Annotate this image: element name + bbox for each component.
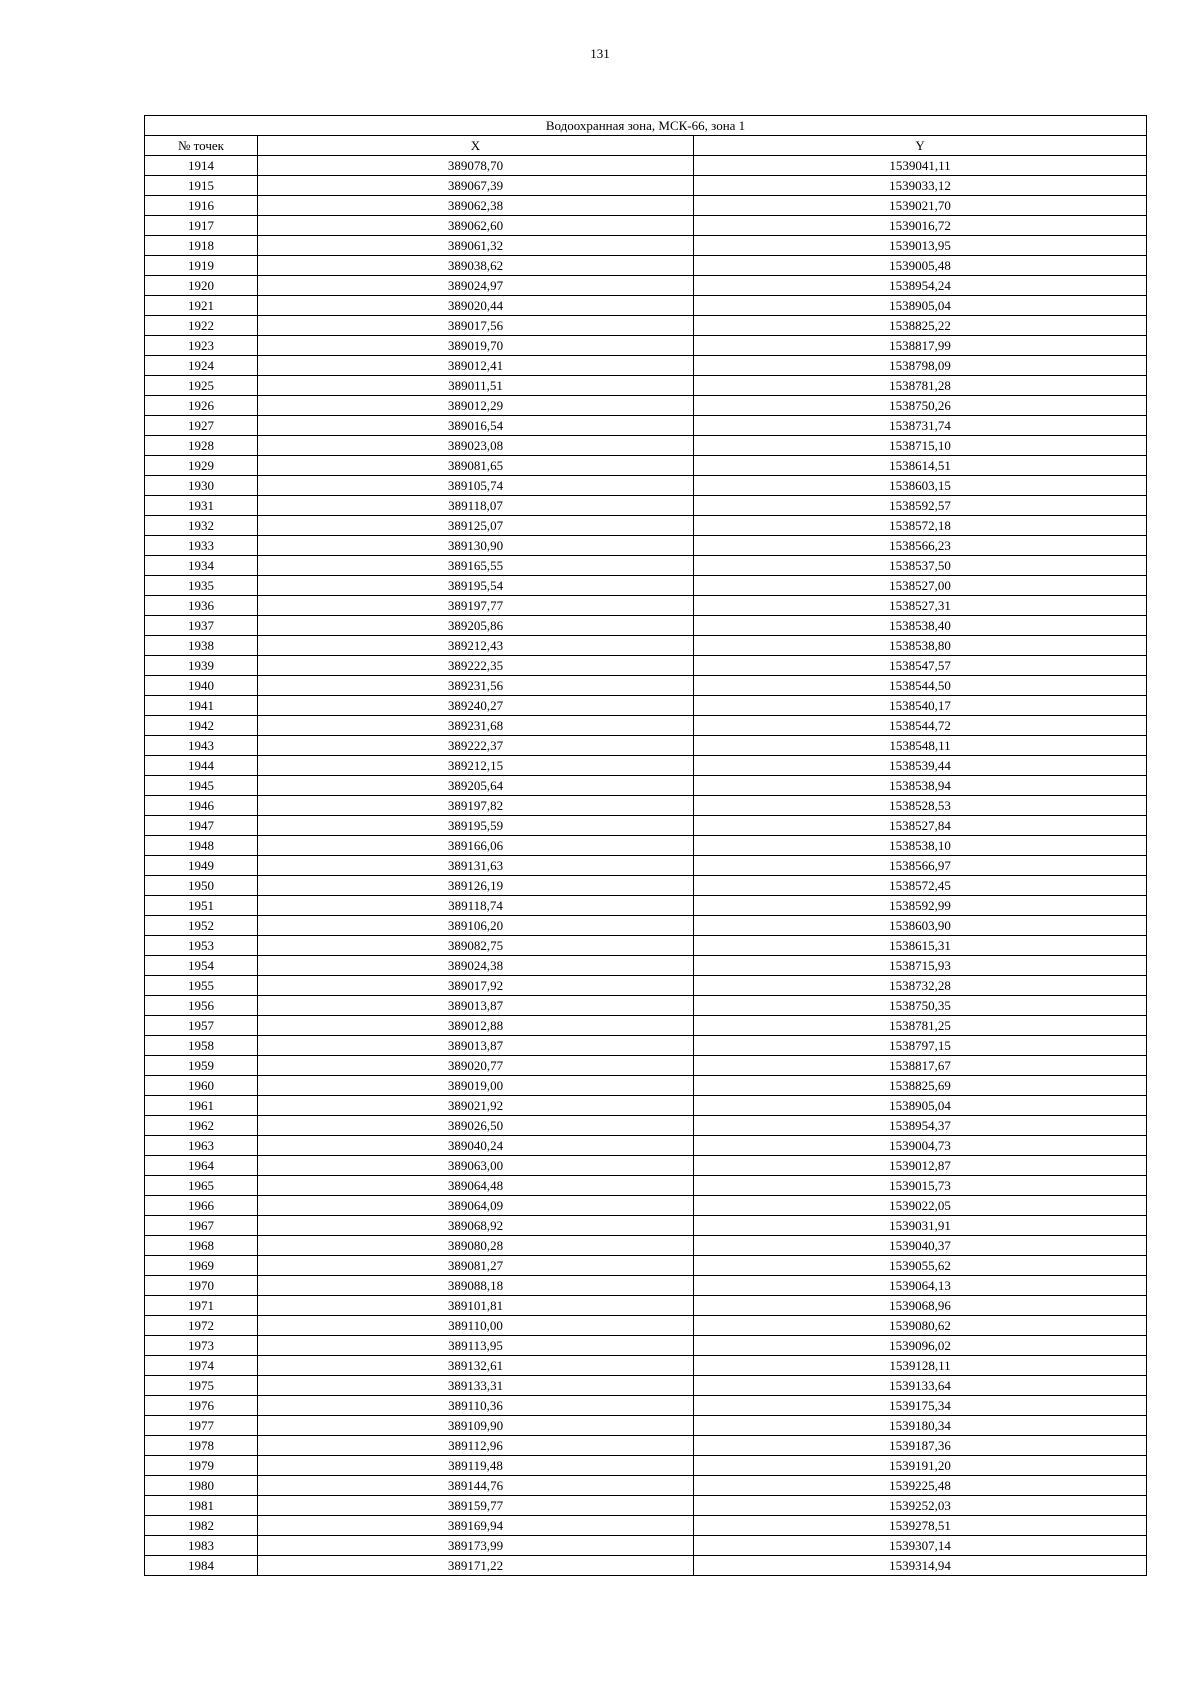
cell-y: 1538566,23 bbox=[694, 536, 1147, 556]
cell-point-number: 1978 bbox=[145, 1436, 258, 1456]
cell-x: 389082,75 bbox=[258, 936, 694, 956]
cell-y: 1539041,11 bbox=[694, 156, 1147, 176]
cell-x: 389106,20 bbox=[258, 916, 694, 936]
table-row bbox=[145, 736, 1147, 756]
table-row bbox=[145, 1236, 1147, 1256]
cell-x: 389020,77 bbox=[258, 1056, 694, 1076]
cell-y: 1538781,25 bbox=[694, 1016, 1147, 1036]
cell-point-number: 1915 bbox=[145, 176, 258, 196]
cell-x: 389101,81 bbox=[258, 1296, 694, 1316]
cell-x: 389062,60 bbox=[258, 216, 694, 236]
cell-point-number: 1982 bbox=[145, 1516, 258, 1536]
table-row bbox=[145, 856, 1147, 876]
cell-y: 1538540,17 bbox=[694, 696, 1147, 716]
cell-point-number: 1960 bbox=[145, 1076, 258, 1096]
cell-y: 1538954,24 bbox=[694, 276, 1147, 296]
cell-y: 1539016,72 bbox=[694, 216, 1147, 236]
cell-x: 389026,50 bbox=[258, 1116, 694, 1136]
cell-point-number: 1941 bbox=[145, 696, 258, 716]
cell-point-number: 1934 bbox=[145, 556, 258, 576]
header-y: Y bbox=[694, 136, 1147, 156]
cell-point-number: 1956 bbox=[145, 996, 258, 1016]
cell-y: 1539278,51 bbox=[694, 1516, 1147, 1536]
cell-x: 389171,22 bbox=[258, 1556, 694, 1576]
table-row bbox=[145, 896, 1147, 916]
cell-point-number: 1971 bbox=[145, 1296, 258, 1316]
table-body bbox=[145, 156, 1147, 1576]
table-row bbox=[145, 1516, 1147, 1536]
cell-point-number: 1954 bbox=[145, 956, 258, 976]
cell-x: 389068,92 bbox=[258, 1216, 694, 1236]
cell-x: 389078,70 bbox=[258, 156, 694, 176]
cell-x: 389024,38 bbox=[258, 956, 694, 976]
cell-y: 1539133,64 bbox=[694, 1376, 1147, 1396]
cell-point-number: 1955 bbox=[145, 976, 258, 996]
cell-x: 389011,51 bbox=[258, 376, 694, 396]
cell-x: 389144,76 bbox=[258, 1476, 694, 1496]
cell-y: 1538954,37 bbox=[694, 1116, 1147, 1136]
cell-y: 1539013,95 bbox=[694, 236, 1147, 256]
table-row bbox=[145, 876, 1147, 896]
cell-y: 1538750,35 bbox=[694, 996, 1147, 1016]
cell-x: 389080,28 bbox=[258, 1236, 694, 1256]
table-row bbox=[145, 1216, 1147, 1236]
cell-point-number: 1979 bbox=[145, 1456, 258, 1476]
cell-point-number: 1922 bbox=[145, 316, 258, 336]
cell-x: 389019,00 bbox=[258, 1076, 694, 1096]
cell-x: 389081,65 bbox=[258, 456, 694, 476]
cell-point-number: 1949 bbox=[145, 856, 258, 876]
table-title-row bbox=[145, 116, 1147, 136]
cell-point-number: 1929 bbox=[145, 456, 258, 476]
cell-point-number: 1969 bbox=[145, 1256, 258, 1276]
cell-point-number: 1962 bbox=[145, 1116, 258, 1136]
cell-point-number: 1937 bbox=[145, 616, 258, 636]
cell-y: 1538538,80 bbox=[694, 636, 1147, 656]
cell-point-number: 1936 bbox=[145, 596, 258, 616]
table-row bbox=[145, 1296, 1147, 1316]
cell-x: 389231,68 bbox=[258, 716, 694, 736]
cell-x: 389119,48 bbox=[258, 1456, 694, 1476]
cell-point-number: 1976 bbox=[145, 1396, 258, 1416]
table-row bbox=[145, 516, 1147, 536]
cell-y: 1539225,48 bbox=[694, 1476, 1147, 1496]
table-row bbox=[145, 1136, 1147, 1156]
cell-x: 389195,59 bbox=[258, 816, 694, 836]
cell-y: 1539096,02 bbox=[694, 1336, 1147, 1356]
table-row bbox=[145, 236, 1147, 256]
cell-point-number: 1924 bbox=[145, 356, 258, 376]
cell-y: 1538527,31 bbox=[694, 596, 1147, 616]
cell-point-number: 1963 bbox=[145, 1136, 258, 1156]
cell-point-number: 1952 bbox=[145, 916, 258, 936]
cell-point-number: 1970 bbox=[145, 1276, 258, 1296]
cell-point-number: 1945 bbox=[145, 776, 258, 796]
cell-x: 389012,88 bbox=[258, 1016, 694, 1036]
cell-point-number: 1940 bbox=[145, 676, 258, 696]
cell-y: 1538603,90 bbox=[694, 916, 1147, 936]
cell-point-number: 1944 bbox=[145, 756, 258, 776]
cell-point-number: 1921 bbox=[145, 296, 258, 316]
cell-x: 389130,90 bbox=[258, 536, 694, 556]
table-row bbox=[145, 176, 1147, 196]
cell-point-number: 1959 bbox=[145, 1056, 258, 1076]
cell-x: 389021,92 bbox=[258, 1096, 694, 1116]
cell-x: 389165,55 bbox=[258, 556, 694, 576]
table-row bbox=[145, 1476, 1147, 1496]
table-row bbox=[145, 1036, 1147, 1056]
cell-y: 1538750,26 bbox=[694, 396, 1147, 416]
table-row bbox=[145, 1076, 1147, 1096]
cell-point-number: 1933 bbox=[145, 536, 258, 556]
cell-point-number: 1938 bbox=[145, 636, 258, 656]
table-row bbox=[145, 1096, 1147, 1116]
table-row bbox=[145, 276, 1147, 296]
cell-x: 389197,82 bbox=[258, 796, 694, 816]
cell-x: 389038,62 bbox=[258, 256, 694, 276]
cell-x: 389112,96 bbox=[258, 1436, 694, 1456]
cell-y: 1538538,40 bbox=[694, 616, 1147, 636]
cell-y: 1538592,99 bbox=[694, 896, 1147, 916]
cell-point-number: 1950 bbox=[145, 876, 258, 896]
cell-x: 389195,54 bbox=[258, 576, 694, 596]
cell-point-number: 1981 bbox=[145, 1496, 258, 1516]
cell-y: 1538731,74 bbox=[694, 416, 1147, 436]
cell-x: 389064,48 bbox=[258, 1176, 694, 1196]
cell-point-number: 1932 bbox=[145, 516, 258, 536]
table-row bbox=[145, 1456, 1147, 1476]
table-title: Водоохранная зона, МСК-66, зона 1 bbox=[145, 116, 1147, 136]
table-row bbox=[145, 376, 1147, 396]
page-number: 131 bbox=[590, 46, 610, 61]
cell-y: 1539252,03 bbox=[694, 1496, 1147, 1516]
cell-x: 389062,38 bbox=[258, 196, 694, 216]
cell-point-number: 1983 bbox=[145, 1536, 258, 1556]
cell-y: 1538817,99 bbox=[694, 336, 1147, 356]
table-row bbox=[145, 1356, 1147, 1376]
cell-point-number: 1917 bbox=[145, 216, 258, 236]
table-row bbox=[145, 256, 1147, 276]
cell-y: 1538572,18 bbox=[694, 516, 1147, 536]
table-row bbox=[145, 776, 1147, 796]
cell-x: 389020,44 bbox=[258, 296, 694, 316]
cell-x: 389110,36 bbox=[258, 1396, 694, 1416]
cell-y: 1538528,53 bbox=[694, 796, 1147, 816]
cell-y: 1539080,62 bbox=[694, 1316, 1147, 1336]
table-row bbox=[145, 216, 1147, 236]
cell-x: 389222,35 bbox=[258, 656, 694, 676]
cell-x: 389040,24 bbox=[258, 1136, 694, 1156]
cell-point-number: 1948 bbox=[145, 836, 258, 856]
table-row bbox=[145, 296, 1147, 316]
cell-point-number: 1972 bbox=[145, 1316, 258, 1336]
cell-y: 1538798,09 bbox=[694, 356, 1147, 376]
cell-point-number: 1914 bbox=[145, 156, 258, 176]
cell-x: 389231,56 bbox=[258, 676, 694, 696]
cell-x: 389212,15 bbox=[258, 756, 694, 776]
cell-x: 389110,00 bbox=[258, 1316, 694, 1336]
header-point-number: № точек bbox=[145, 136, 258, 156]
table-row bbox=[145, 1276, 1147, 1296]
cell-y: 1538539,44 bbox=[694, 756, 1147, 776]
table-row bbox=[145, 1316, 1147, 1336]
cell-x: 389222,37 bbox=[258, 736, 694, 756]
cell-x: 389012,29 bbox=[258, 396, 694, 416]
cell-point-number: 1974 bbox=[145, 1356, 258, 1376]
table-row bbox=[145, 476, 1147, 496]
cell-point-number: 1920 bbox=[145, 276, 258, 296]
cell-x: 389197,77 bbox=[258, 596, 694, 616]
table-row bbox=[145, 196, 1147, 216]
cell-x: 389063,00 bbox=[258, 1156, 694, 1176]
cell-point-number: 1951 bbox=[145, 896, 258, 916]
cell-point-number: 1916 bbox=[145, 196, 258, 216]
cell-point-number: 1923 bbox=[145, 336, 258, 356]
table-row bbox=[145, 1376, 1147, 1396]
table-row bbox=[145, 1416, 1147, 1436]
cell-point-number: 1942 bbox=[145, 716, 258, 736]
table-row bbox=[145, 156, 1147, 176]
table-row bbox=[145, 1536, 1147, 1556]
cell-point-number: 1968 bbox=[145, 1236, 258, 1256]
cell-point-number: 1919 bbox=[145, 256, 258, 276]
table-row bbox=[145, 556, 1147, 576]
cell-x: 389016,54 bbox=[258, 416, 694, 436]
cell-x: 389024,97 bbox=[258, 276, 694, 296]
cell-x: 389166,06 bbox=[258, 836, 694, 856]
table-row bbox=[145, 536, 1147, 556]
cell-point-number: 1967 bbox=[145, 1216, 258, 1236]
table-row bbox=[145, 696, 1147, 716]
table-row bbox=[145, 1116, 1147, 1136]
cell-point-number: 1943 bbox=[145, 736, 258, 756]
table-row bbox=[145, 1196, 1147, 1216]
cell-y: 1538781,28 bbox=[694, 376, 1147, 396]
cell-y: 1538547,57 bbox=[694, 656, 1147, 676]
cell-point-number: 1935 bbox=[145, 576, 258, 596]
table-row bbox=[145, 976, 1147, 996]
cell-y: 1538537,50 bbox=[694, 556, 1147, 576]
table-row bbox=[145, 636, 1147, 656]
cell-y: 1539031,91 bbox=[694, 1216, 1147, 1236]
cell-y: 1538905,04 bbox=[694, 1096, 1147, 1116]
table-row bbox=[145, 1556, 1147, 1576]
cell-y: 1538572,45 bbox=[694, 876, 1147, 896]
cell-point-number: 1966 bbox=[145, 1196, 258, 1216]
cell-x: 389017,56 bbox=[258, 316, 694, 336]
cell-point-number: 1958 bbox=[145, 1036, 258, 1056]
cell-x: 389012,41 bbox=[258, 356, 694, 376]
cell-point-number: 1946 bbox=[145, 796, 258, 816]
cell-x: 389013,87 bbox=[258, 996, 694, 1016]
cell-point-number: 1930 bbox=[145, 476, 258, 496]
cell-y: 1538715,10 bbox=[694, 436, 1147, 456]
cell-y: 1538603,15 bbox=[694, 476, 1147, 496]
table-row bbox=[145, 316, 1147, 336]
table-row bbox=[145, 596, 1147, 616]
cell-x: 389205,86 bbox=[258, 616, 694, 636]
cell-y: 1538825,69 bbox=[694, 1076, 1147, 1096]
table-row bbox=[145, 1016, 1147, 1036]
cell-y: 1539307,14 bbox=[694, 1536, 1147, 1556]
table-row bbox=[145, 1256, 1147, 1276]
table-row bbox=[145, 496, 1147, 516]
cell-y: 1539022,05 bbox=[694, 1196, 1147, 1216]
cell-y: 1539033,12 bbox=[694, 176, 1147, 196]
cell-x: 389240,27 bbox=[258, 696, 694, 716]
table-row bbox=[145, 396, 1147, 416]
table-row bbox=[145, 676, 1147, 696]
table-row bbox=[145, 716, 1147, 736]
cell-x: 389064,09 bbox=[258, 1196, 694, 1216]
cell-x: 389132,61 bbox=[258, 1356, 694, 1376]
cell-y: 1538527,00 bbox=[694, 576, 1147, 596]
table-row bbox=[145, 796, 1147, 816]
cell-y: 1539040,37 bbox=[694, 1236, 1147, 1256]
table-row bbox=[145, 1176, 1147, 1196]
cell-point-number: 1961 bbox=[145, 1096, 258, 1116]
table-row bbox=[145, 336, 1147, 356]
cell-y: 1538538,94 bbox=[694, 776, 1147, 796]
cell-point-number: 1931 bbox=[145, 496, 258, 516]
cell-x: 389125,07 bbox=[258, 516, 694, 536]
cell-y: 1539055,62 bbox=[694, 1256, 1147, 1276]
table-row bbox=[145, 576, 1147, 596]
table-row bbox=[145, 356, 1147, 376]
cell-x: 389118,07 bbox=[258, 496, 694, 516]
table-row bbox=[145, 816, 1147, 836]
table-row bbox=[145, 936, 1147, 956]
cell-y: 1539314,94 bbox=[694, 1556, 1147, 1576]
cell-x: 389067,39 bbox=[258, 176, 694, 196]
cell-x: 389113,95 bbox=[258, 1336, 694, 1356]
table-row bbox=[145, 616, 1147, 636]
table-row bbox=[145, 416, 1147, 436]
cell-x: 389118,74 bbox=[258, 896, 694, 916]
cell-y: 1539068,96 bbox=[694, 1296, 1147, 1316]
cell-point-number: 1927 bbox=[145, 416, 258, 436]
cell-y: 1538544,72 bbox=[694, 716, 1147, 736]
cell-point-number: 1964 bbox=[145, 1156, 258, 1176]
cell-point-number: 1928 bbox=[145, 436, 258, 456]
cell-y: 1538817,67 bbox=[694, 1056, 1147, 1076]
cell-x: 389126,19 bbox=[258, 876, 694, 896]
cell-point-number: 1953 bbox=[145, 936, 258, 956]
table-header-row bbox=[145, 136, 1147, 156]
cell-point-number: 1925 bbox=[145, 376, 258, 396]
table-row bbox=[145, 996, 1147, 1016]
cell-y: 1538825,22 bbox=[694, 316, 1147, 336]
table-row bbox=[145, 1496, 1147, 1516]
table-row bbox=[145, 1156, 1147, 1176]
coordinates-table bbox=[144, 115, 1147, 1576]
cell-x: 389019,70 bbox=[258, 336, 694, 356]
table-row bbox=[145, 656, 1147, 676]
cell-x: 389131,63 bbox=[258, 856, 694, 876]
table-row bbox=[145, 436, 1147, 456]
cell-y: 1539180,34 bbox=[694, 1416, 1147, 1436]
cell-x: 389205,64 bbox=[258, 776, 694, 796]
cell-y: 1538544,50 bbox=[694, 676, 1147, 696]
cell-x: 389013,87 bbox=[258, 1036, 694, 1056]
cell-y: 1538905,04 bbox=[694, 296, 1147, 316]
cell-y: 1538592,57 bbox=[694, 496, 1147, 516]
cell-y: 1538797,15 bbox=[694, 1036, 1147, 1056]
cell-point-number: 1973 bbox=[145, 1336, 258, 1356]
cell-y: 1539175,34 bbox=[694, 1396, 1147, 1416]
cell-y: 1538614,51 bbox=[694, 456, 1147, 476]
cell-y: 1539187,36 bbox=[694, 1436, 1147, 1456]
table-row bbox=[145, 836, 1147, 856]
cell-point-number: 1926 bbox=[145, 396, 258, 416]
cell-point-number: 1984 bbox=[145, 1556, 258, 1576]
cell-x: 389173,99 bbox=[258, 1536, 694, 1556]
cell-point-number: 1939 bbox=[145, 656, 258, 676]
cell-x: 389061,32 bbox=[258, 236, 694, 256]
cell-y: 1538615,31 bbox=[694, 936, 1147, 956]
cell-y: 1538527,84 bbox=[694, 816, 1147, 836]
table-row bbox=[145, 1056, 1147, 1076]
cell-point-number: 1977 bbox=[145, 1416, 258, 1436]
cell-x: 389088,18 bbox=[258, 1276, 694, 1296]
cell-y: 1539015,73 bbox=[694, 1176, 1147, 1196]
header-x: X bbox=[258, 136, 694, 156]
table-row bbox=[145, 456, 1147, 476]
cell-x: 389109,90 bbox=[258, 1416, 694, 1436]
cell-x: 389081,27 bbox=[258, 1256, 694, 1276]
cell-y: 1538566,97 bbox=[694, 856, 1147, 876]
cell-x: 389169,94 bbox=[258, 1516, 694, 1536]
cell-y: 1538548,11 bbox=[694, 736, 1147, 756]
cell-point-number: 1965 bbox=[145, 1176, 258, 1196]
cell-y: 1539064,13 bbox=[694, 1276, 1147, 1296]
table-row bbox=[145, 1436, 1147, 1456]
cell-x: 389017,92 bbox=[258, 976, 694, 996]
cell-y: 1538732,28 bbox=[694, 976, 1147, 996]
cell-y: 1538715,93 bbox=[694, 956, 1147, 976]
cell-x: 389133,31 bbox=[258, 1376, 694, 1396]
cell-x: 389023,08 bbox=[258, 436, 694, 456]
cell-point-number: 1975 bbox=[145, 1376, 258, 1396]
cell-point-number: 1918 bbox=[145, 236, 258, 256]
cell-x: 389212,43 bbox=[258, 636, 694, 656]
cell-point-number: 1947 bbox=[145, 816, 258, 836]
cell-y: 1538538,10 bbox=[694, 836, 1147, 856]
table-row bbox=[145, 1396, 1147, 1416]
table-row bbox=[145, 1336, 1147, 1356]
cell-x: 389105,74 bbox=[258, 476, 694, 496]
cell-x: 389159,77 bbox=[258, 1496, 694, 1516]
cell-point-number: 1980 bbox=[145, 1476, 258, 1496]
table-row bbox=[145, 756, 1147, 776]
cell-y: 1539128,11 bbox=[694, 1356, 1147, 1376]
table-row bbox=[145, 916, 1147, 936]
cell-y: 1539191,20 bbox=[694, 1456, 1147, 1476]
table-row bbox=[145, 956, 1147, 976]
cell-y: 1539005,48 bbox=[694, 256, 1147, 276]
cell-point-number: 1957 bbox=[145, 1016, 258, 1036]
cell-y: 1539021,70 bbox=[694, 196, 1147, 216]
cell-y: 1539004,73 bbox=[694, 1136, 1147, 1156]
cell-y: 1539012,87 bbox=[694, 1156, 1147, 1176]
